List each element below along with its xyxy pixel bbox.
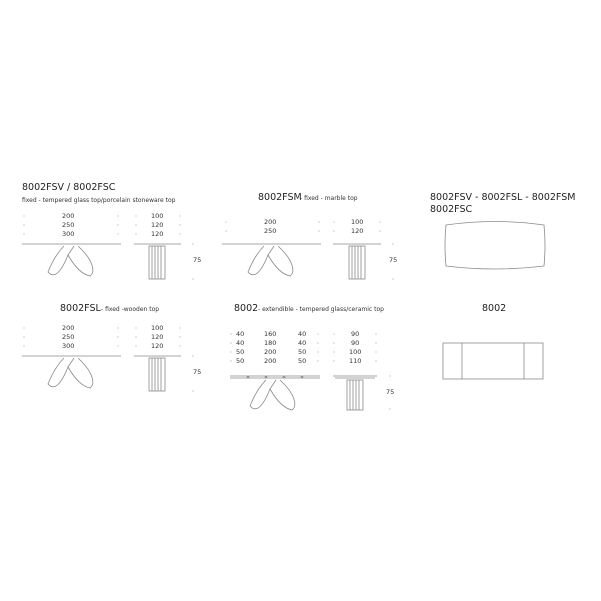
ext-value: 40 — [298, 330, 307, 338]
width-value: 100 — [151, 212, 164, 220]
row-markers — [230, 330, 390, 409]
width-value: 90 — [351, 339, 360, 347]
width-value: 120 — [151, 333, 164, 341]
plan-view-shaped-top — [445, 222, 545, 270]
side-view-ext — [333, 376, 377, 410]
ext-value: 50 — [236, 357, 245, 365]
ext-value: 50 — [298, 348, 307, 356]
length-value: 250 — [264, 227, 277, 235]
height-value: 75 — [386, 388, 395, 396]
model-list-line2: 8002FSC — [430, 204, 473, 215]
length-value: 250 — [62, 221, 75, 229]
ext-value: 40 — [236, 339, 245, 347]
model-code-fsm: 8002FSM — [258, 192, 302, 203]
model-desc-fsl: - fixed -wooden top — [101, 306, 160, 313]
side-view-fsm — [333, 244, 381, 279]
width-value: 90 — [351, 330, 360, 338]
ext-value: 160 — [264, 330, 277, 338]
front-view-fsv — [22, 244, 121, 276]
ext-value: 50 — [298, 357, 307, 365]
front-view-ext — [230, 376, 320, 410]
side-view-fsv — [134, 244, 181, 279]
front-view-fsl — [22, 356, 121, 388]
width-value: 100 — [351, 218, 364, 226]
model-desc-fsv: fixed - tempered glass top/porcelain stoneware top — [22, 197, 176, 204]
plan-view-extendible — [443, 343, 543, 379]
length-value: 250 — [62, 333, 75, 341]
length-value: 300 — [62, 230, 75, 238]
ext-value: 50 — [236, 348, 245, 356]
height-value: 75 — [389, 256, 398, 264]
row-markers — [225, 218, 393, 279]
length-value: 200 — [62, 212, 75, 220]
width-value: 100 — [151, 324, 164, 332]
width-value: 120 — [351, 227, 364, 235]
model-code-fsv: 8002FSV / 8002FSC — [22, 182, 116, 193]
ext-value: 40 — [236, 330, 245, 338]
ext-value: 180 — [264, 339, 277, 347]
model-code-ext: 8002 — [234, 303, 259, 314]
height-value: 75 — [193, 368, 202, 376]
height-value: 75 — [193, 256, 202, 264]
width-value: 100 — [349, 348, 362, 356]
length-value: 200 — [62, 324, 75, 332]
ext-value: 40 — [298, 339, 307, 347]
front-view-fsm — [222, 244, 321, 276]
width-value: 120 — [151, 230, 164, 238]
length-value: 200 — [264, 218, 277, 226]
model-desc-ext: - extendible - tempered glass/ceramic top — [258, 306, 384, 313]
ext-value: 200 — [264, 348, 277, 356]
width-value: 120 — [151, 221, 164, 229]
width-value: 120 — [151, 342, 164, 350]
model-code-ext-plan: 8002 — [482, 303, 507, 314]
width-value: 110 — [349, 357, 362, 365]
length-value: 300 — [62, 342, 75, 350]
model-desc-fsm: - fixed - marble top — [300, 195, 358, 202]
side-view-fsl — [134, 356, 181, 391]
model-code-fsl: 8002FSL — [60, 303, 101, 314]
ext-value: 200 — [264, 357, 277, 365]
model-list-line1: 8002FSV - 8002FSL - 8002FSM — [430, 192, 576, 203]
